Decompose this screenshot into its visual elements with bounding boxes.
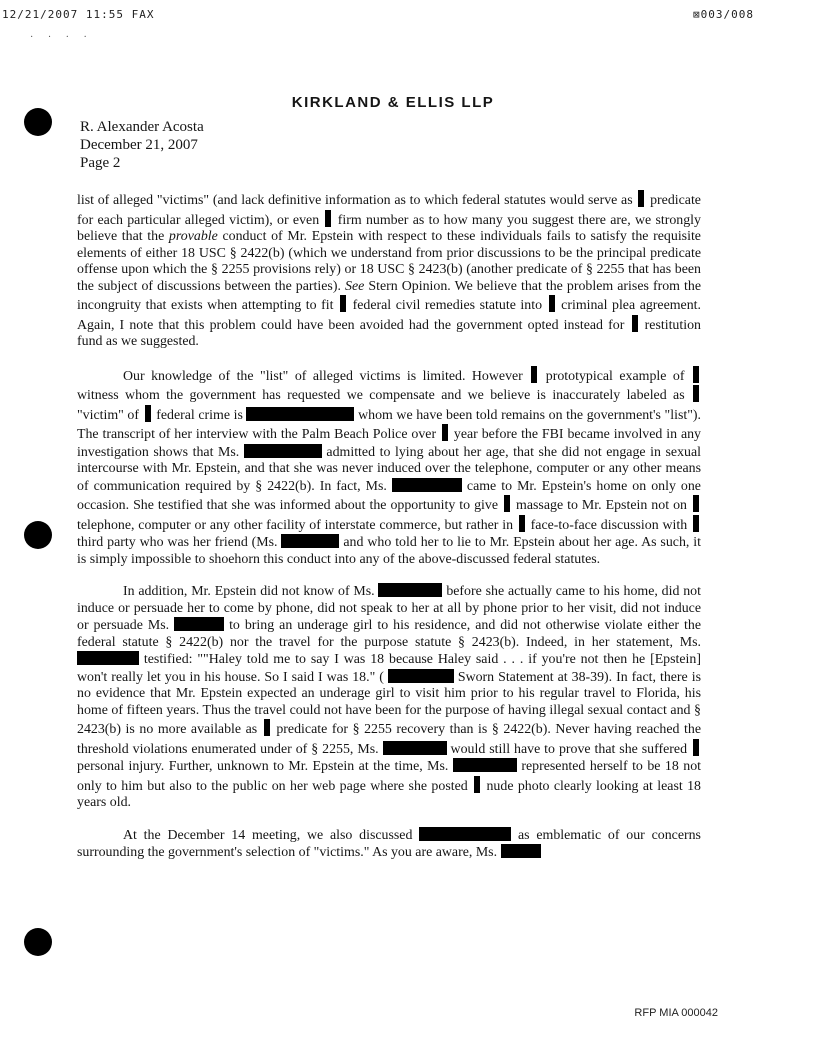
redaction-mark: [632, 315, 638, 332]
text: to bring an underage girl to his residence, and did not otherwise violate either the federal statute § 2422(b) nor the travel for the purpose statute § 2423(b). Indeed, in her statement, Ms.: [77, 618, 701, 650]
text: represented herself to be 18 not only to him but also to the public on her web page where she posted: [77, 759, 701, 794]
letter-date: December 21, 2007: [80, 137, 198, 153]
text: third party who was her friend (Ms.: [77, 535, 278, 550]
text: before she actually came to his home, did not induce or persuade her to come by phone, did not speak to her at all by phone prior to her visit, did not induce or persuade Ms.: [77, 584, 701, 633]
redaction-block: [383, 741, 447, 755]
text: Sworn Statement at 38-39). In fact, there is no evidence that Mr. Epstein expected an underage girl to visit him prior to his regular travel to Florida, his home of fifteen years. Thus the travel could not have been for the purpose of having illegal sexual contact and § 2423(b) is no more available as: [77, 669, 701, 737]
redaction-block: [281, 534, 339, 548]
bates-number: RFP MIA 000042: [634, 1007, 718, 1019]
paragraph-2: [77, 366, 701, 569]
punch-hole-top: [24, 108, 52, 136]
text: and who told her to lie to Mr. Epstein about her age. As such, it is simply impossible to shoehorn this conduct into any of the above-discussed federal statutes.: [77, 535, 701, 567]
scan-specks: · · · ·: [30, 32, 93, 43]
redaction-block: [419, 827, 511, 841]
text: year before the FBI became involved in any investigation shows that Ms.: [77, 427, 702, 460]
fax-header-left: 12/21/2007 11:55 FAX: [2, 8, 155, 21]
redaction-mark: [693, 495, 699, 512]
text: face-to-face discussion with: [530, 517, 688, 533]
text: restitution fund as we suggested.: [77, 317, 701, 349]
redaction-mark: [693, 366, 699, 383]
text: At the December 14 meeting, we also discussed: [123, 827, 413, 843]
text: federal civil remedies statute into: [352, 298, 543, 313]
text: prototypical example of: [545, 368, 685, 384]
fax-header-right: [693, 8, 754, 21]
text: Our knowledge of the "list" of alleged victims is limited. However: [123, 368, 523, 384]
redaction-mark: [442, 424, 448, 441]
text: nude photo clearly looking at least 18 years old.: [77, 778, 701, 810]
text: massage to Mr. Epstein not on: [516, 498, 687, 513]
text: list of alleged "victims" (and lack definitive information as to which federal statutes would serve as: [77, 193, 633, 208]
redaction-mark: [325, 210, 331, 227]
redaction-block: [244, 444, 322, 458]
redaction-mark: [474, 776, 480, 793]
text: In addition, Mr. Epstein did not know of Ms.: [123, 584, 375, 599]
text: firm number as to how many you suggest there are, we strongly believe that the: [77, 212, 701, 244]
redaction-mark: [519, 515, 525, 532]
redaction-block: [378, 583, 442, 597]
paragraph-1: [77, 190, 701, 351]
redaction-mark: [340, 295, 346, 312]
text: witness whom the government has requested we compensate and we believe is inaccurately labeled as: [77, 388, 685, 403]
fax-icon: ⊠: [693, 8, 701, 21]
emphasis-text: provable: [168, 229, 218, 244]
page-number: Page 2: [80, 155, 121, 171]
text: predicate for § 2255 recovery than is § 2422(b). Never having reached the threshold violations enumerated under of § 2255, Ms.: [77, 722, 701, 757]
redaction-mark: [638, 190, 644, 207]
fax-page-count: 003/008: [700, 8, 754, 21]
recipient-name: R. Alexander Acosta: [80, 119, 204, 135]
redaction-mark: [549, 295, 555, 312]
redaction-mark: [145, 405, 151, 422]
text: personal injury. Further, unknown to Mr. Epstein at the time, Ms.: [77, 759, 449, 774]
redaction-mark: [504, 495, 510, 512]
redaction-mark: [264, 719, 270, 736]
redaction-mark: [693, 385, 699, 402]
text: testified: ""Haley told me to say I was 18 because Haley said . . . if you're not then he [Epstein] won't really let you in his house. So I said I was 18." (: [77, 652, 701, 685]
text: federal crime is: [156, 407, 243, 423]
text: as emblematic of our concerns surrounding the government's selection of "victims." As you are aware, Ms.: [77, 827, 701, 860]
letterhead: KIRKLAND & ELLIS LLP: [291, 94, 495, 111]
paragraph-3: [77, 583, 701, 812]
redaction-block: [453, 758, 517, 772]
redaction-block: [388, 669, 454, 683]
redaction-mark: [693, 515, 699, 532]
redaction-block: [174, 617, 224, 631]
redaction-block: [246, 407, 354, 421]
text: conduct of Mr. Epstein with respect to these individuals fails to satisfy the requisite elements of either 18 USC § 2422(b) (which we understand from prior discussions to be the principal predicate offense upon which the § 2255 provisions rely) or 18 USC § 2423(b) (another predicate of § 2255 that has been the subject of discussions between the parties).: [77, 229, 701, 294]
paragraph-4: [77, 827, 701, 862]
text: came to Mr. Epstein's home on only one occasion. She testified that she was informed about the opportunity to give: [77, 478, 701, 513]
redaction-mark: [693, 739, 699, 756]
redaction-block: [501, 844, 541, 858]
text: admitted to lying about her age, that she did not engage in sexual intercourse with Mr. Epstein, and that she was never induced over the telephone, computer or any other means of communication required by § 2422(b). In fact, Ms.: [77, 444, 701, 494]
text: Stern Opinion. We believe that the problem arises from the incongruity that exists when attempting to fit: [77, 278, 701, 313]
text: telephone, computer or any other facility of interstate commerce, but rather in: [77, 517, 514, 533]
citation-signal: See: [345, 278, 365, 294]
text: would still have to prove that she suffered: [450, 741, 688, 757]
text: "victim" of: [77, 407, 140, 423]
letter-body: [77, 190, 701, 877]
punch-hole-middle: [24, 521, 52, 549]
punch-hole-bottom: [24, 928, 52, 956]
redaction-mark: [531, 366, 537, 383]
letter-header: [80, 118, 204, 172]
redaction-block: [77, 651, 139, 665]
text: whom we have been told remains on the government's "list"). The transcript of her interview with the Palm Beach Police over: [77, 407, 701, 442]
text: predicate for each particular alleged victim), or even: [77, 193, 701, 228]
redaction-block: [392, 478, 462, 492]
text: criminal plea agreement. Again, I note that this problem could have been avoided had the government opted instead for: [77, 298, 702, 333]
